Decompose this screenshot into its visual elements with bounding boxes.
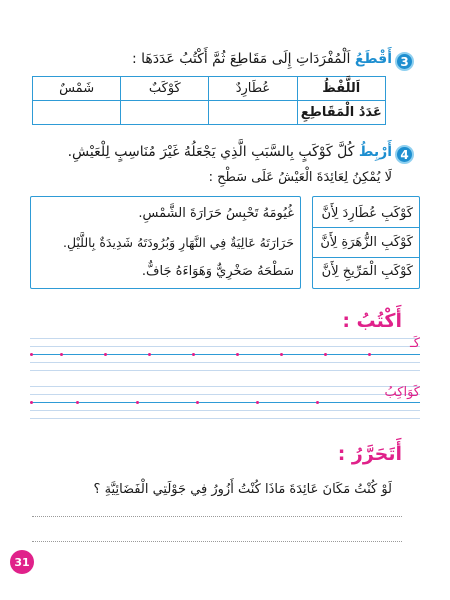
write-heading: أَكْتُبُ : — [342, 310, 402, 332]
handwriting-lines-1[interactable] — [30, 338, 420, 372]
planets-box — [312, 196, 420, 289]
guide-dot — [368, 353, 371, 356]
planet-text: كَوْكَبِ الزُّهَرَةِ لِأَنَّ — [320, 234, 413, 250]
ruled-line — [30, 338, 420, 339]
free-writing-heading: أَتَحَرَّرُ : — [337, 443, 402, 465]
guide-dot — [316, 401, 319, 404]
planet-item[interactable] — [313, 201, 419, 225]
planet-text: كَوْكَبِ الْمَرِّيخِ لِأَنَّ — [321, 263, 413, 279]
reason-text: حَرَارَتَهُ عَالِيَةٌ فِي النَّهَارِ وَبُرُودَتَهُ شَدِيدَةٌ بِاللَّيْلِ. — [62, 234, 294, 250]
free-writing-question: لَوْ كُنْتُ مَكَانَ عَائِدَةَ مَاذَا كُنْتُ أَزُورُ فِي جَوْلَتِي الْفَضَائِيَّةِ ؟ — [93, 482, 392, 497]
table-word-cell: شَمْسٌ — [33, 77, 121, 101]
syllable-table — [32, 76, 386, 125]
model-word: كَوَاكِبُ — [384, 385, 420, 400]
syllable-count-answer-cell[interactable] — [209, 101, 297, 125]
section-3-instruction-text: اَلْمُفْرَدَاتِ إِلَى مَقَاطِعَ ثُمَّ أَكْتُبُ عَدَدَهَا : — [132, 51, 355, 67]
table-header-syllable-count: عَدَدُ الْمَقَاطِعِ — [297, 101, 385, 125]
table-word-cell: كَوْكَبٌ — [121, 77, 209, 101]
reason-text: سَطْحَهُ صَخْرِيٌّ وَهَوَاءَهُ جَافٌّ. — [141, 263, 294, 279]
divider — [313, 227, 419, 228]
section-3-verb: أَقْطَعُ — [354, 51, 392, 67]
guide-dot — [60, 353, 63, 356]
section-3-number-badge: 3 — [395, 52, 414, 71]
ruled-line — [30, 386, 420, 387]
planet-text: كَوْكَبِ عُطَارِدَ لِأَنَّ — [321, 205, 413, 221]
guide-dot — [136, 401, 139, 404]
baseline — [30, 354, 420, 355]
guide-dot — [196, 401, 199, 404]
section-3-instruction — [132, 51, 392, 67]
ruled-line — [30, 410, 420, 411]
ruled-line — [30, 346, 420, 347]
divider — [313, 257, 419, 258]
guide-dot — [30, 353, 33, 356]
guide-dot — [236, 353, 239, 356]
baseline — [30, 402, 420, 403]
section-4-number-badge: 4 — [395, 145, 414, 164]
page-number: 31 — [10, 550, 34, 574]
section-4-verb: أَرْبِطُ — [358, 144, 392, 160]
guide-dot — [104, 353, 107, 356]
section-4-instruction-text: كُلَّ كَوْكَبٍ بِالسَّبَبِ الَّذِي يَجْعَلُهُ غَيْرَ مُنَاسِبٍ لِلْعَيْشِ. — [67, 144, 359, 160]
ruled-line — [30, 370, 420, 371]
model-letter: كَـ — [410, 336, 420, 351]
planet-item[interactable] — [313, 259, 419, 283]
ruled-line — [30, 418, 420, 419]
syllable-count-answer-cell[interactable] — [33, 101, 121, 125]
syllable-count-answer-cell[interactable] — [121, 101, 209, 125]
table-header-word: اَللَّفْظُ — [297, 77, 385, 101]
ruled-line — [30, 394, 420, 395]
reason-item[interactable] — [31, 259, 300, 283]
planet-item[interactable] — [313, 230, 419, 254]
answer-line[interactable] — [32, 541, 402, 542]
reasons-box — [30, 196, 301, 289]
table-word-cell: عُطَارِدٌ — [209, 77, 297, 101]
section-4-instruction — [68, 144, 392, 160]
section-4-subline: لَا يُمْكِنُ لِعَائِدَةَ الْعَيْشُ عَلَى سَطْحِ : — [208, 170, 392, 185]
answer-line[interactable] — [32, 516, 402, 517]
guide-dot — [148, 353, 151, 356]
guide-dot — [324, 353, 327, 356]
ruled-line — [30, 362, 420, 363]
guide-dot — [30, 401, 33, 404]
reason-item[interactable] — [31, 201, 300, 225]
guide-dot — [280, 353, 283, 356]
guide-dot — [256, 401, 259, 404]
guide-dot — [76, 401, 79, 404]
reason-item[interactable] — [31, 230, 300, 254]
reason-text: غُيُومَهُ تَحْبِسُ حَرَارَةَ الشَّمْسِ. — [138, 205, 294, 221]
guide-dot — [192, 353, 195, 356]
handwriting-lines-2[interactable] — [30, 386, 420, 420]
